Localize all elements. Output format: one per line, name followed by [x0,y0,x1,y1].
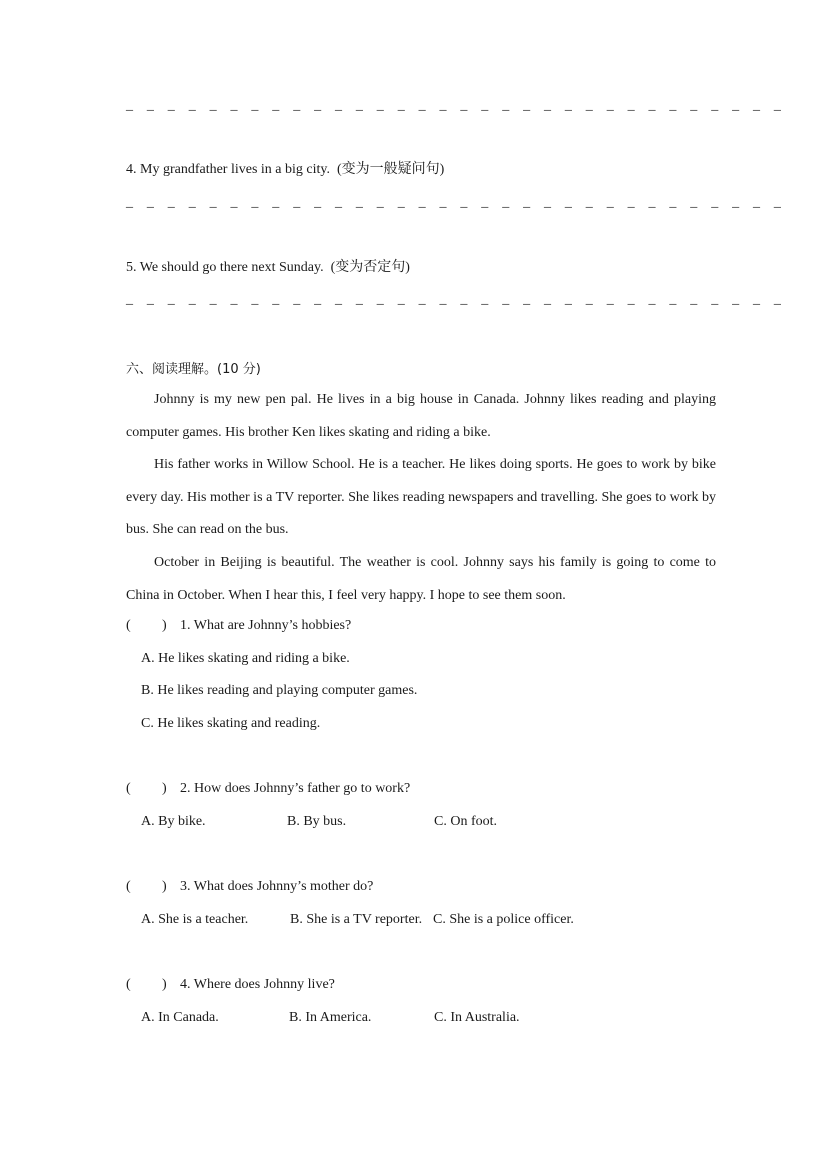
option-a: A. By bike. [141,814,206,829]
option-a: A. He likes skating and riding a bike. [141,651,350,666]
answer-blank-line: _ _ _ _ _ _ _ _ _ _ _ _ _ _ _ _ _ _ _ _ _ _ _ _ _ _ _ _ _ _ _ _ [126,195,787,210]
option-b: B. She is a TV reporter. [290,912,423,927]
option-a: A. In Canada. [141,1010,219,1025]
option-c: C. He likes skating and reading. [141,716,321,731]
question-3 [126,879,373,895]
question-1-text: 1. What are Johnny’s hobbies? [180,618,352,633]
answer-paren-close: ) [162,879,167,894]
question-5-transform: 5. We should go there next Sunday. (变为否定句) [126,260,410,275]
question-2 [126,781,410,797]
option-a: A. She is a teacher. [141,912,249,927]
question-4-transform: 4. My grandfather lives in a big city. (变为一般疑问句) [126,162,445,177]
option-c: C. She is a police officer. [433,912,574,927]
answer-blank-line: _ _ _ _ _ _ _ _ _ _ _ _ _ _ _ _ _ _ _ _ _ _ _ _ _ _ _ _ _ _ _ _ [126,292,787,307]
question-4-text: 4. Where does Johnny live? [180,977,335,992]
section-heading: 六、阅读理解。(10 分) [126,362,261,377]
answer-paren-open: ( [126,879,131,894]
option-c: C. On foot. [434,814,497,829]
option-b: B. In America. [289,1010,372,1025]
question-2-text: 2. How does Johnny’s father go to work? [180,781,411,796]
passage-paragraph-1: Johnny is my new pen pal. He lives in a big house in Canada. Johnny likes reading and playing computer games. His brother Ken likes skating and riding a bike. [126,392,716,440]
answer-paren-open: ( [126,781,131,796]
answer-blank-line: _ _ _ _ _ _ _ _ _ _ _ _ _ _ _ _ _ _ _ _ _ _ _ _ _ _ _ _ _ _ _ _ [126,98,787,113]
answer-paren-open: ( [126,618,131,633]
passage-paragraph-2: His father works in Willow School. He is a teacher. He likes doing sports. He goes to work by bike every day. His mother is a TV reporter. She likes reading newspapers and travelling. She goes to work by bus. She can read on the bus. [126,457,716,537]
option-b: B. By bus. [287,814,347,829]
answer-paren-close: ) [162,781,167,796]
option-c: C. In Australia. [434,1010,520,1025]
question-4 [126,977,335,993]
passage-paragraph-3: October in Beijing is beautiful. The weather is cool. Johnny says his family is going to come to China in October. When I hear this, I feel very happy. I hope to see them soon. [126,555,716,603]
question-3-text: 3. What does Johnny’s mother do? [180,879,374,894]
answer-paren-close: ) [162,618,167,633]
question-1 [126,618,351,634]
answer-paren-close: ) [162,977,167,992]
answer-paren-open: ( [126,977,131,992]
option-b: B. He likes reading and playing computer games. [141,683,418,698]
